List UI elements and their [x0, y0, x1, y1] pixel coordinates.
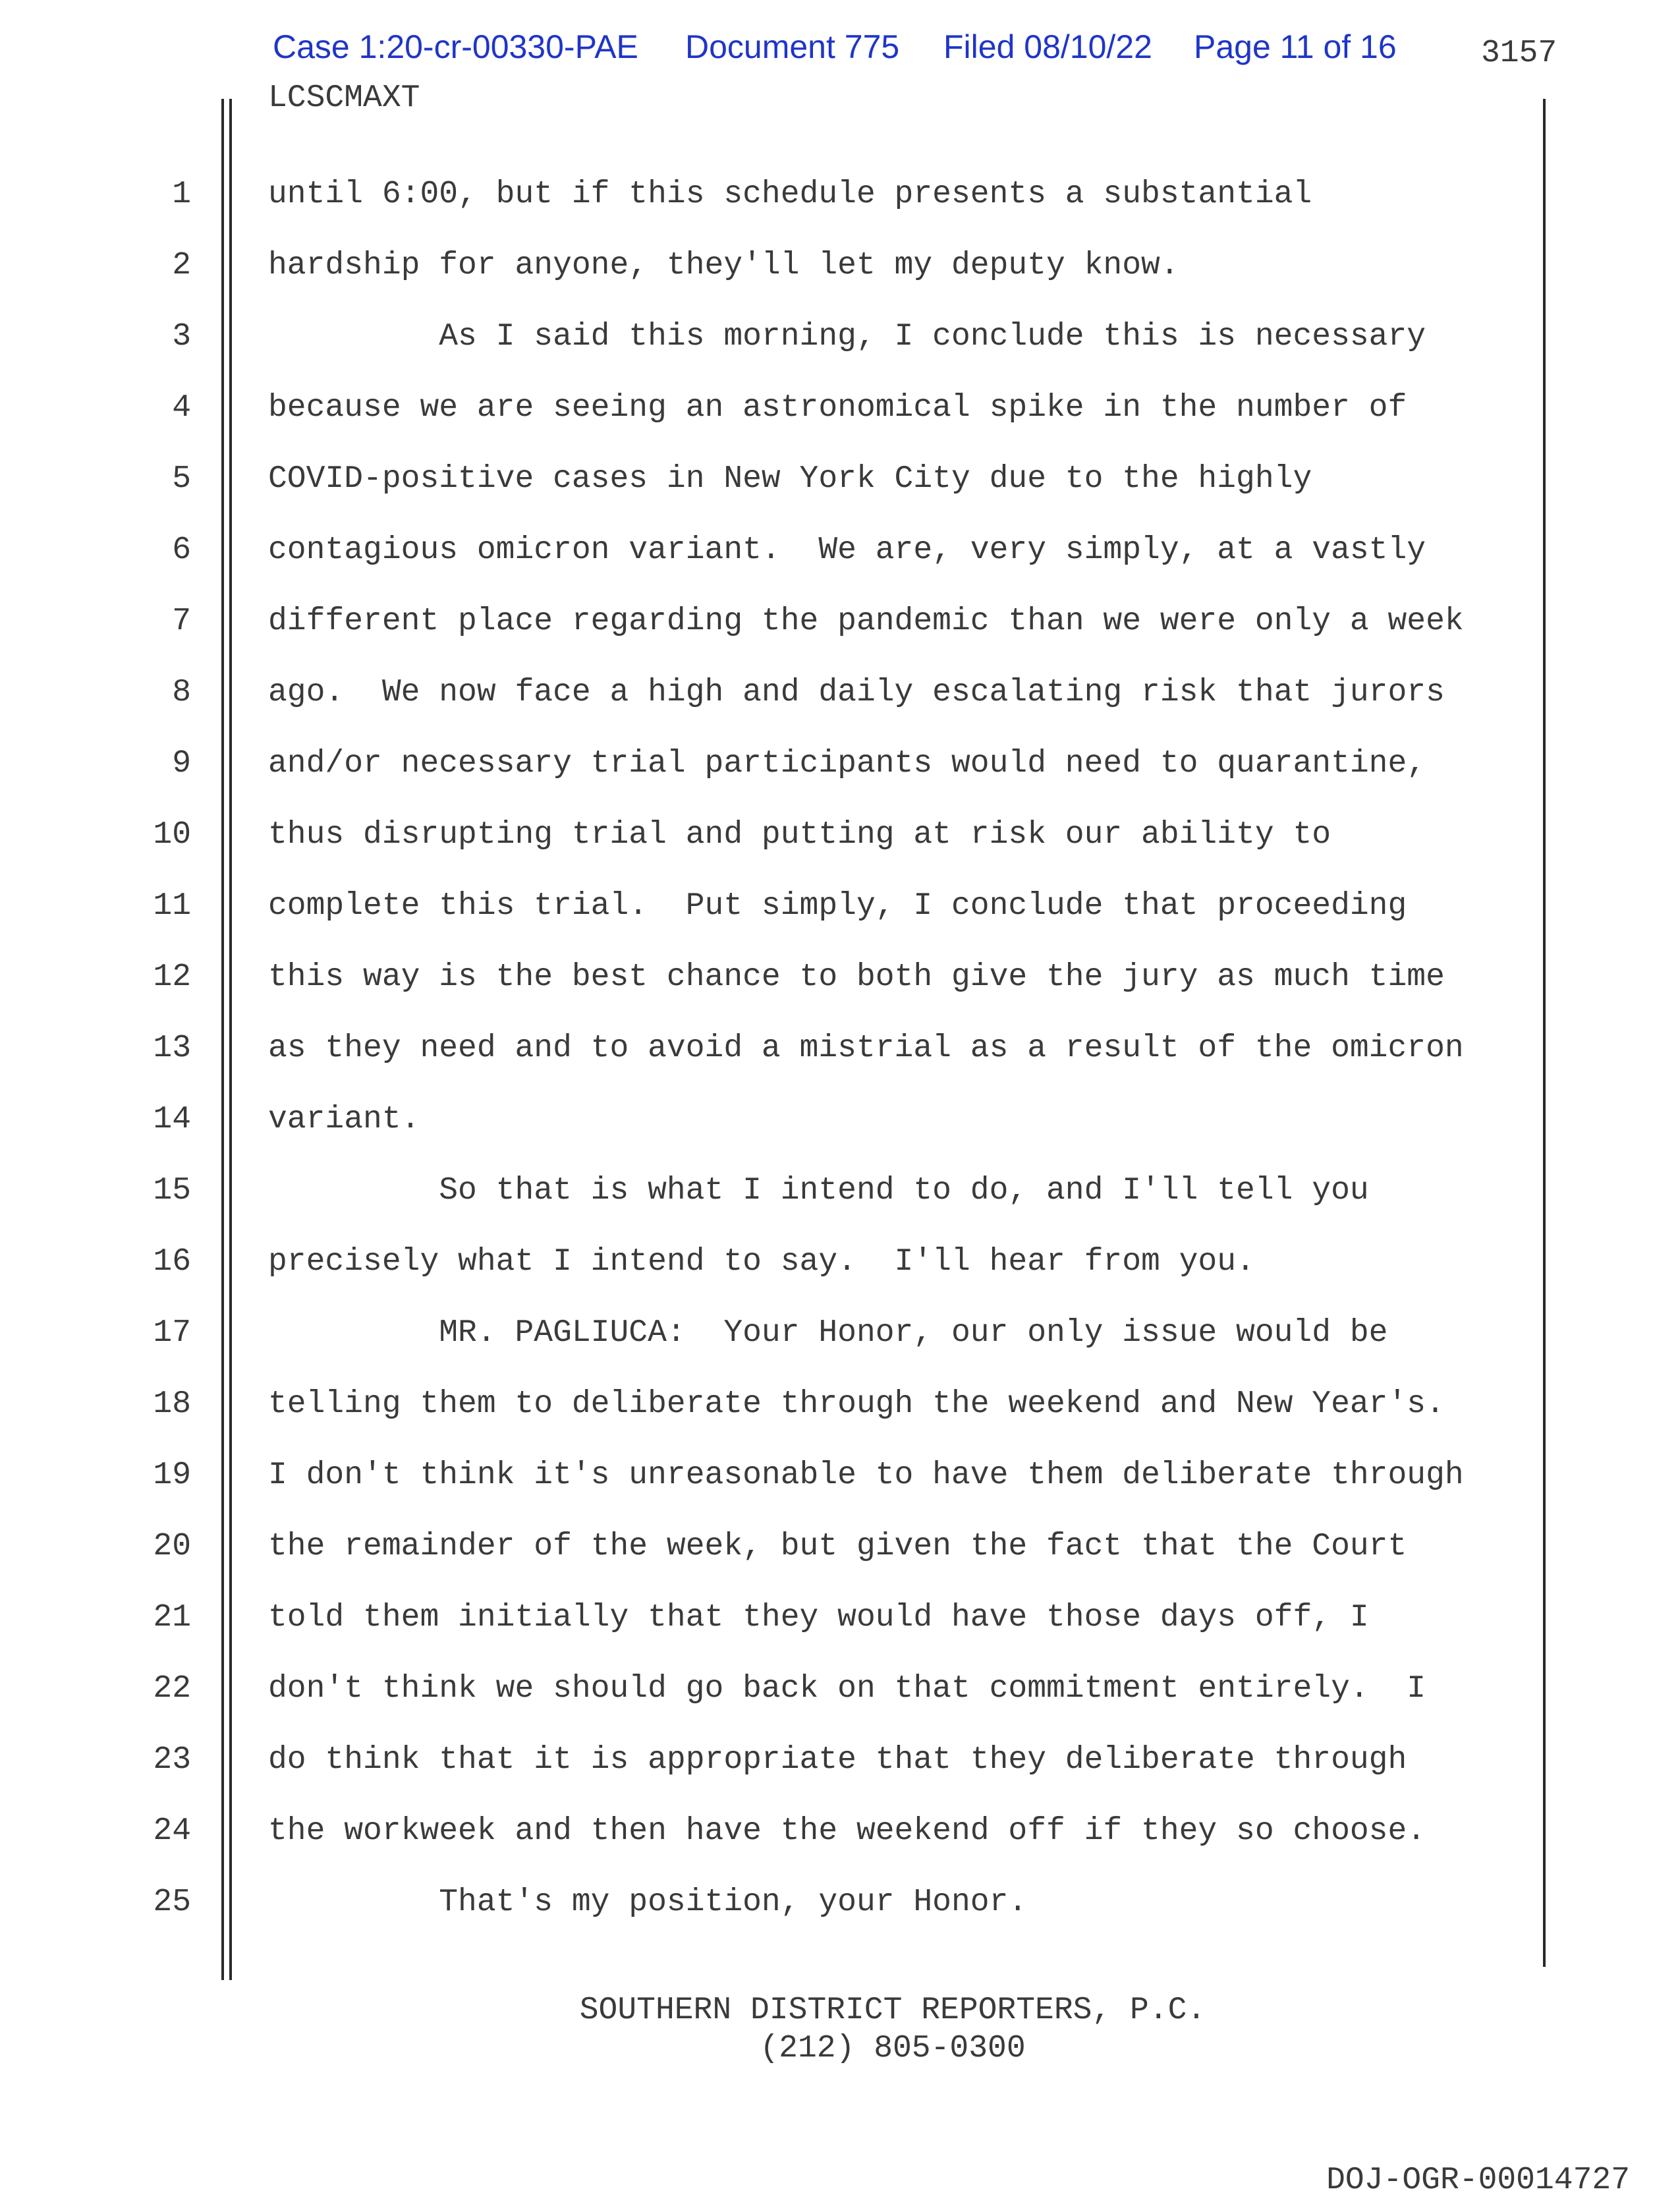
transcript-page-number: 3157	[1481, 36, 1557, 71]
line-number: 25	[153, 1885, 191, 1920]
document-number: Document 775	[685, 28, 900, 65]
line-text: contagious omicron variant. We are, very simply, at a vastly	[268, 532, 1426, 568]
line-text: the workweek and then have the weekend off if they so choose.	[268, 1813, 1426, 1849]
line-number: 2	[172, 248, 191, 283]
line-number: 22	[153, 1671, 191, 1707]
case-number: Case 1:20-cr-00330-PAE	[273, 28, 638, 65]
line-number: 15	[153, 1173, 191, 1208]
line-text: I don't think it's unreasonable to have them deliberate through	[268, 1458, 1464, 1493]
filed-date: Filed 08/10/22	[943, 28, 1152, 65]
header-code: LCSCMAXT	[268, 80, 420, 116]
ecf-header	[0, 28, 1680, 74]
line-number: 3	[172, 319, 191, 354]
line-text: telling them to deliberate through the weekend and New Year's.	[268, 1386, 1445, 1422]
line-number: 8	[172, 675, 191, 710]
line-number: 17	[153, 1315, 191, 1351]
line-number: 24	[153, 1813, 191, 1849]
line-number: 23	[153, 1742, 191, 1778]
line-text: COVID-positive cases in New York City due to the highly	[268, 461, 1312, 497]
line-text: ago. We now face a high and daily escalating risk that jurors	[268, 675, 1445, 710]
line-number: 10	[153, 817, 191, 853]
line-number: 21	[153, 1600, 191, 1635]
line-number: 7	[172, 604, 191, 639]
line-text: MR. PAGLIUCA: Your Honor, our only issue would be	[268, 1315, 1388, 1351]
line-text: because we are seeing an astronomical spike in the number of	[268, 390, 1407, 426]
line-number: 14	[153, 1102, 191, 1137]
reporter-name: SOUTHERN DISTRICT REPORTERS, P.C.	[579, 1993, 1206, 2028]
page-of-pages: Page 11 of 16	[1194, 28, 1397, 65]
line-text: As I said this morning, I conclude this is necessary	[268, 319, 1426, 354]
line-number: 13	[153, 1031, 191, 1066]
line-text: precisely what I intend to say. I'll hear from you.	[268, 1244, 1255, 1280]
line-text: do think that it is appropriate that they deliberate through	[268, 1742, 1407, 1778]
line-number: 6	[172, 532, 191, 568]
line-number: 11	[153, 888, 191, 924]
footer	[0, 1991, 1680, 2068]
bates-number: DOJ-OGR-00014727	[1326, 2163, 1630, 2198]
left-margin-rule-outer	[221, 99, 224, 1980]
line-number: 18	[153, 1386, 191, 1422]
line-number: 16	[153, 1244, 191, 1280]
line-number: 4	[172, 390, 191, 426]
line-number: 5	[172, 461, 191, 497]
right-margin-rule	[1543, 99, 1546, 1967]
line-text: variant.	[268, 1102, 420, 1137]
line-number: 19	[153, 1458, 191, 1493]
line-number: 20	[153, 1529, 191, 1564]
reporter-phone: (212) 805-0300	[760, 2031, 1026, 2066]
line-text: That's my position, your Honor.	[268, 1885, 1028, 1920]
line-number: 1	[172, 177, 191, 212]
left-margin-rule-inner	[229, 99, 232, 1980]
line-text: hardship for anyone, they'll let my deputy know.	[268, 248, 1179, 283]
line-text: and/or necessary trial participants would need to quarantine,	[268, 746, 1426, 781]
line-text: thus disrupting trial and putting at risk our ability to	[268, 817, 1331, 853]
line-text: told them initially that they would have those days off, I	[268, 1600, 1369, 1635]
line-text: different place regarding the pandemic than we were only a week	[268, 604, 1464, 639]
line-text: complete this trial. Put simply, I conclude that proceeding	[268, 888, 1407, 924]
line-text: until 6:00, but if this schedule presents a substantial	[268, 177, 1312, 212]
line-number: 12	[153, 959, 191, 995]
line-text: this way is the best chance to both give the jury as much time	[268, 959, 1445, 995]
line-text: So that is what I intend to do, and I'll tell you	[268, 1173, 1369, 1208]
line-text: the remainder of the week, but given the fact that the Court	[268, 1529, 1407, 1564]
line-text: don't think we should go back on that commitment entirely. I	[268, 1671, 1426, 1707]
line-text: as they need and to avoid a mistrial as a result of the omicron	[268, 1031, 1464, 1066]
line-number: 9	[172, 746, 191, 781]
